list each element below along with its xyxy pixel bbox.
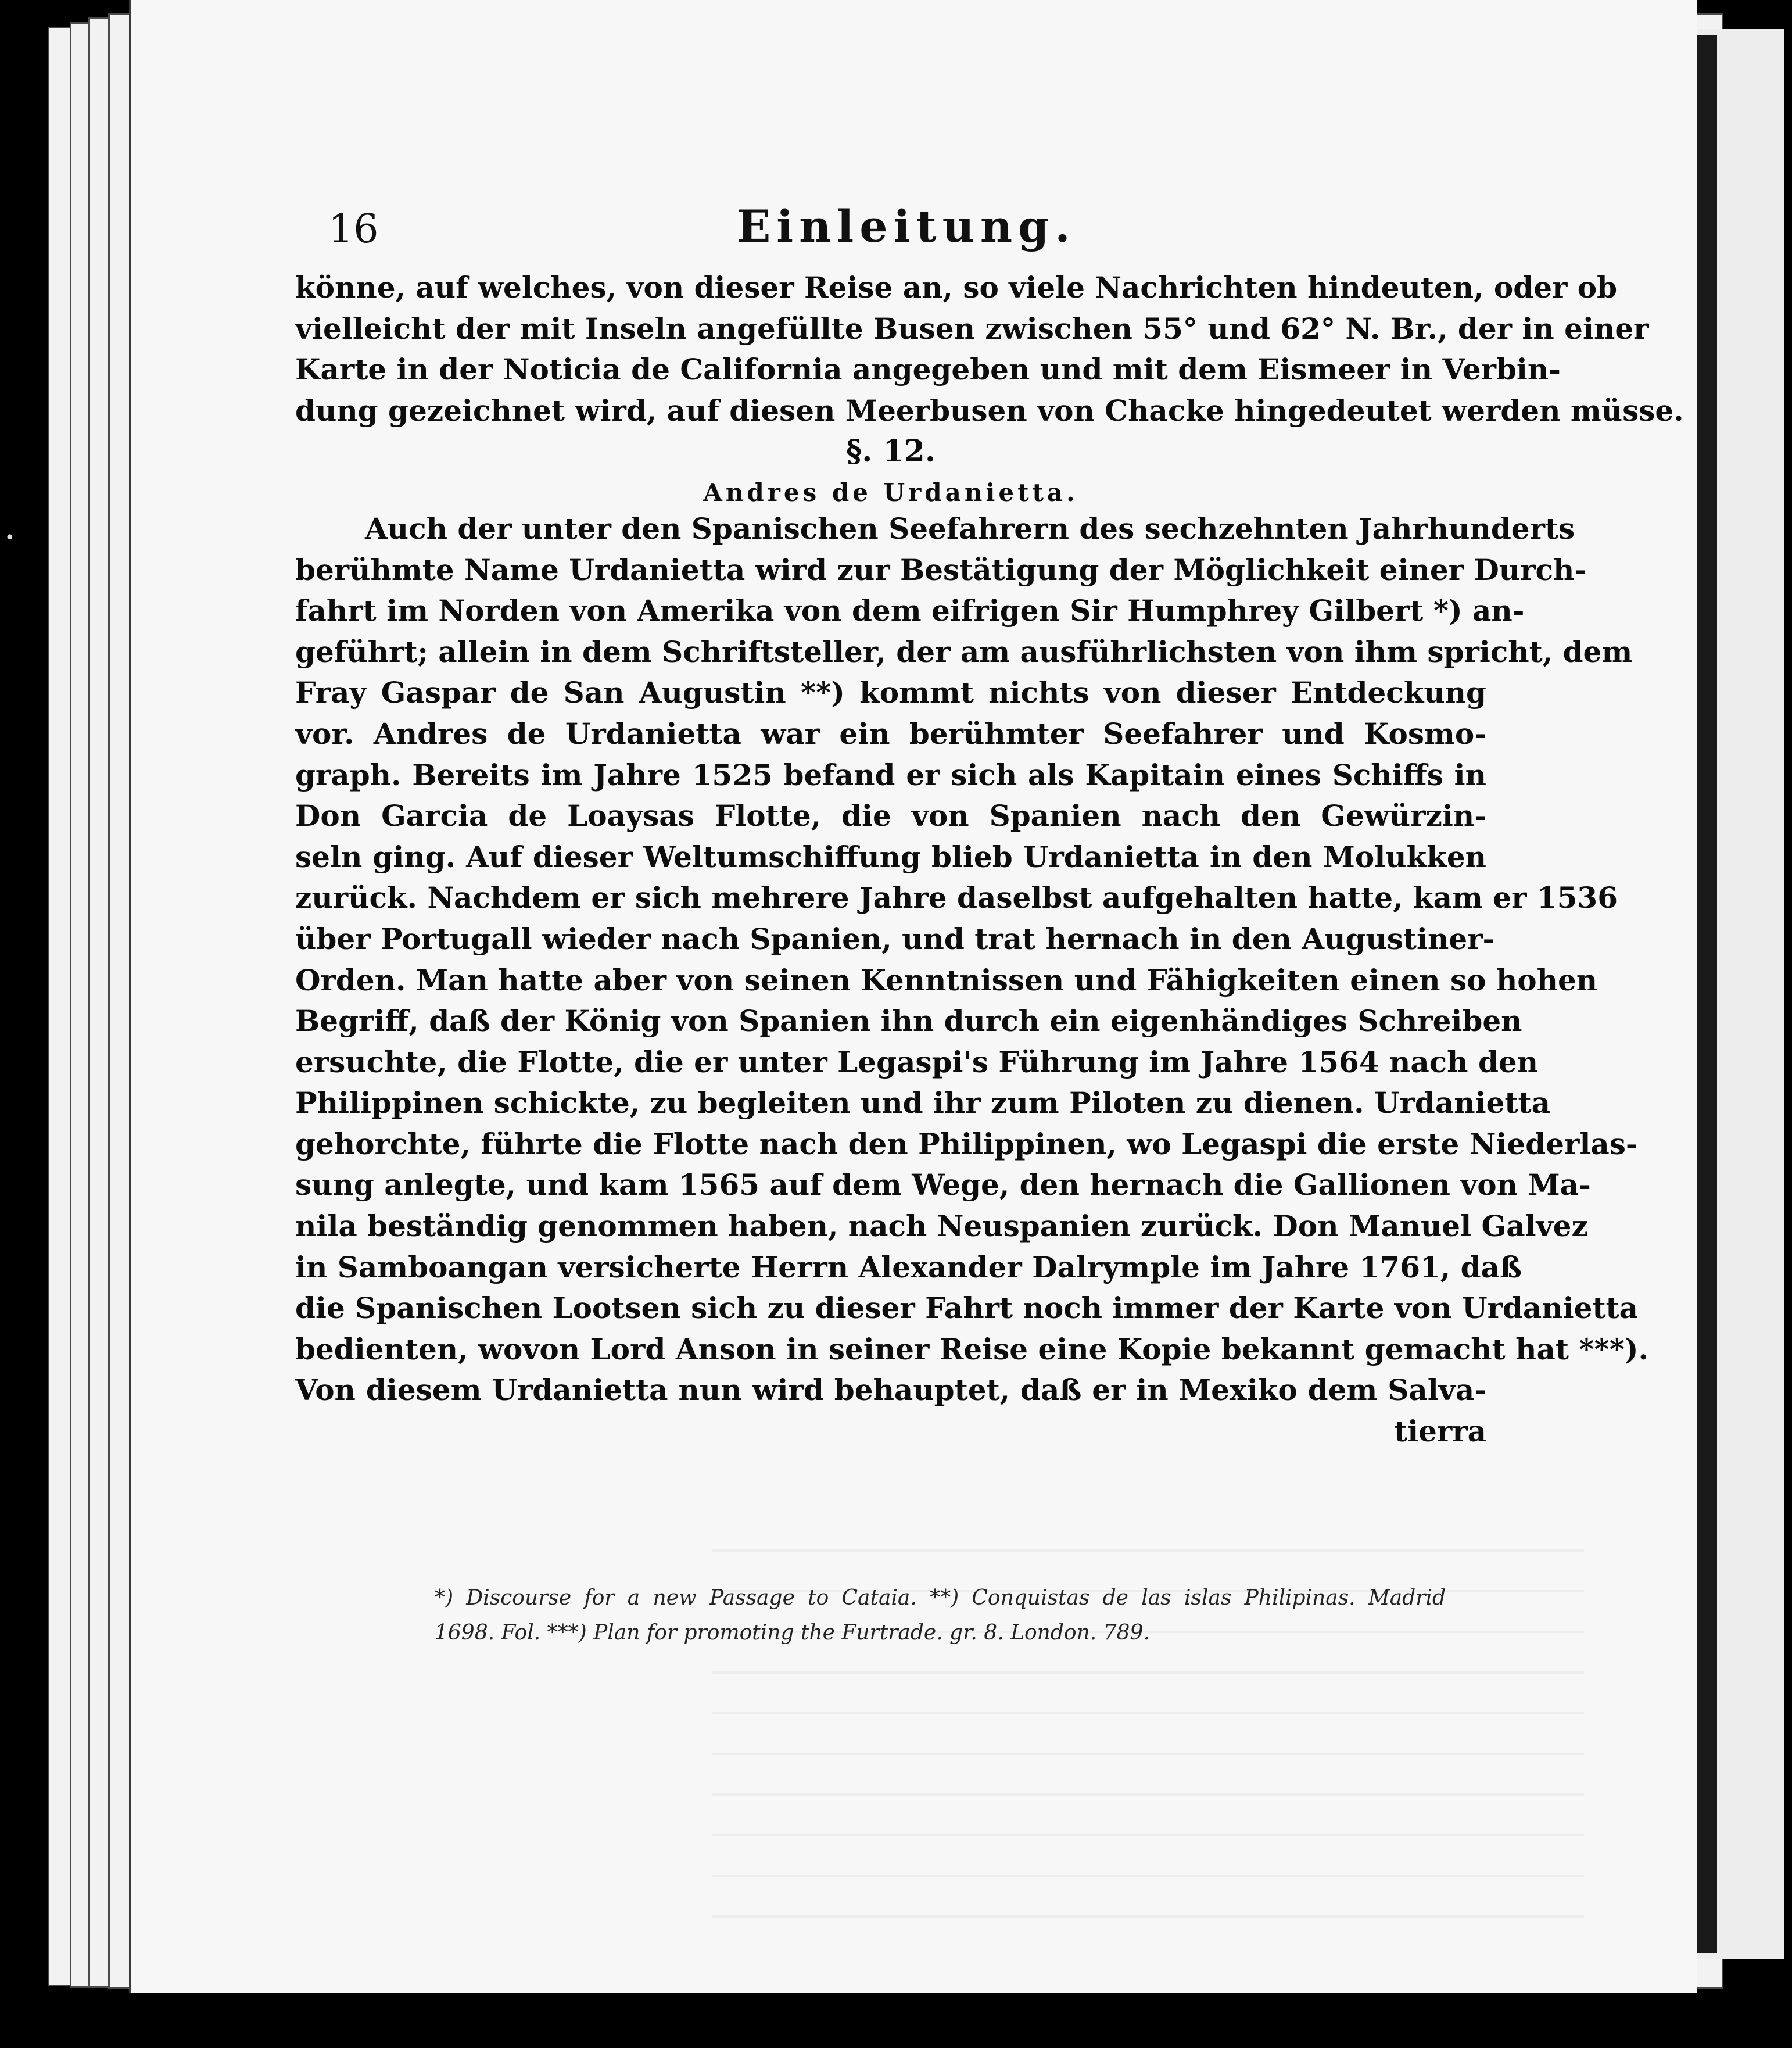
text-line: dung gezeichnet wird, auf diesen Meerbusen von Chacke hingedeutet werden müsse. (295, 393, 1684, 428)
text-line: gehorchte, führte die Flotte nach den Philippinen, wo Legaspi die erste Niederlas- (295, 1126, 1638, 1161)
text-line: vor. Andres de Urdanietta war ein berühmter Seefahrer und Kosmo- (295, 716, 1486, 751)
text-line: sung anlegte, und kam 1565 auf dem Wege, den hernach die Gallionen von Ma- (295, 1168, 1591, 1202)
text-line: berühmte Name Urdanietta wird zur Bestätigung der Möglichkeit einer Durch- (295, 552, 1587, 587)
text-line: Begriff, daß der König von Spanien ihn durch ein eigenhändiges Schreiben (295, 1004, 1522, 1039)
text-line: könne, auf welches, von dieser Reise an, so viele Nachrichten hindeuten, oder ob (295, 270, 1618, 305)
text-line: Von diesem Urdanietta nun wird behauptet, daß er in Mexiko dem Salva- (295, 1373, 1486, 1408)
text-line: bedienten, wovon Lord Anson in seiner Reise eine Kopie bekannt gemacht hat ***). (295, 1331, 1648, 1366)
text-line: fahrt im Norden von Amerika von dem eifrigen Sir Humphrey Gilbert *) an- (295, 593, 1525, 628)
text-line: geführt; allein in dem Schriftsteller, der am ausführlichsten von ihm spricht, dem (295, 634, 1633, 669)
text-line: ersuchte, die Flotte, die er unter Legaspi's Führung im Jahre 1564 nach den (295, 1044, 1539, 1079)
page-number: 16 (328, 206, 379, 252)
text-line: Orden. Man hatte aber von seinen Kenntnissen und Fähigkeiten einen so hohen (295, 962, 1598, 997)
margin-speck: • (5, 528, 15, 548)
text-line: Philippinen schickte, zu begleiten und ihr zum Piloten zu dienen. Urdanietta (295, 1086, 1551, 1120)
bleed-through (712, 1511, 1584, 1918)
text-line: Auch der unter den Spanischen Seefahrern des sechzehnten Jahrhunderts (365, 511, 1575, 546)
running-title: Einleitung. (737, 200, 1076, 252)
text-line: nila beständig genommen haben, nach Neuspanien zurück. Don Manuel Galvez (295, 1209, 1588, 1244)
text-line: Karte in der Noticia de California angegeben und mit dem Eismeer in Verbin- (295, 352, 1561, 387)
text-line: zurück. Nachdem er sich mehrere Jahre daselbst aufgehalten hatte, kam er 1536 (295, 880, 1618, 915)
text-line: über Portugall wieder nach Spanien, und trat hernach in den Augustiner- (295, 921, 1495, 956)
text-line: Fray Gaspar de San Augustin **) kommt nichts von dieser Entdeckung (295, 675, 1486, 710)
footnotes (435, 1581, 1446, 1650)
paragraph-continued (295, 267, 1684, 431)
text-line: Don Garcia de Loaysas Flotte, die von Spanien nach den Gewürzin- (295, 799, 1486, 833)
section-number: §. 12. (846, 434, 936, 470)
text-line: seln ging. Auf dieser Weltumschiffung blieb Urdanietta in den Molukken (295, 839, 1486, 874)
main-text (295, 267, 1684, 1452)
footnote-line: 1698. Fol. ***) Plan for promoting the Furtrade. gr. 8. London. 789. (435, 1621, 1150, 1645)
page-header (328, 200, 1485, 276)
section-title: Andres de Urdanietta. (703, 478, 1078, 507)
text-line: graph. Bereits im Jahre 1525 befand er sich als Kapitain eines Schiffs in (295, 757, 1486, 792)
text-line: in Samboangan versicherte Herrn Alexander Dalrymple im Jahre 1761, daß (295, 1249, 1522, 1284)
catchword: tierra (1394, 1414, 1486, 1449)
footnote-line: *) Discourse for a new Passage to Cataia. **) Conquistas de las islas Philipinas. Madrid (435, 1586, 1446, 1610)
paragraph-urdanietta (295, 509, 1648, 1411)
text-line: vielleicht der mit Inseln angefüllte Busen zwischen 55° und 62° N. Br., der in einer (295, 311, 1649, 346)
text-line: die Spanischen Lootsen sich zu dieser Fahrt noch immer der Karte von Urdanietta (295, 1291, 1639, 1326)
